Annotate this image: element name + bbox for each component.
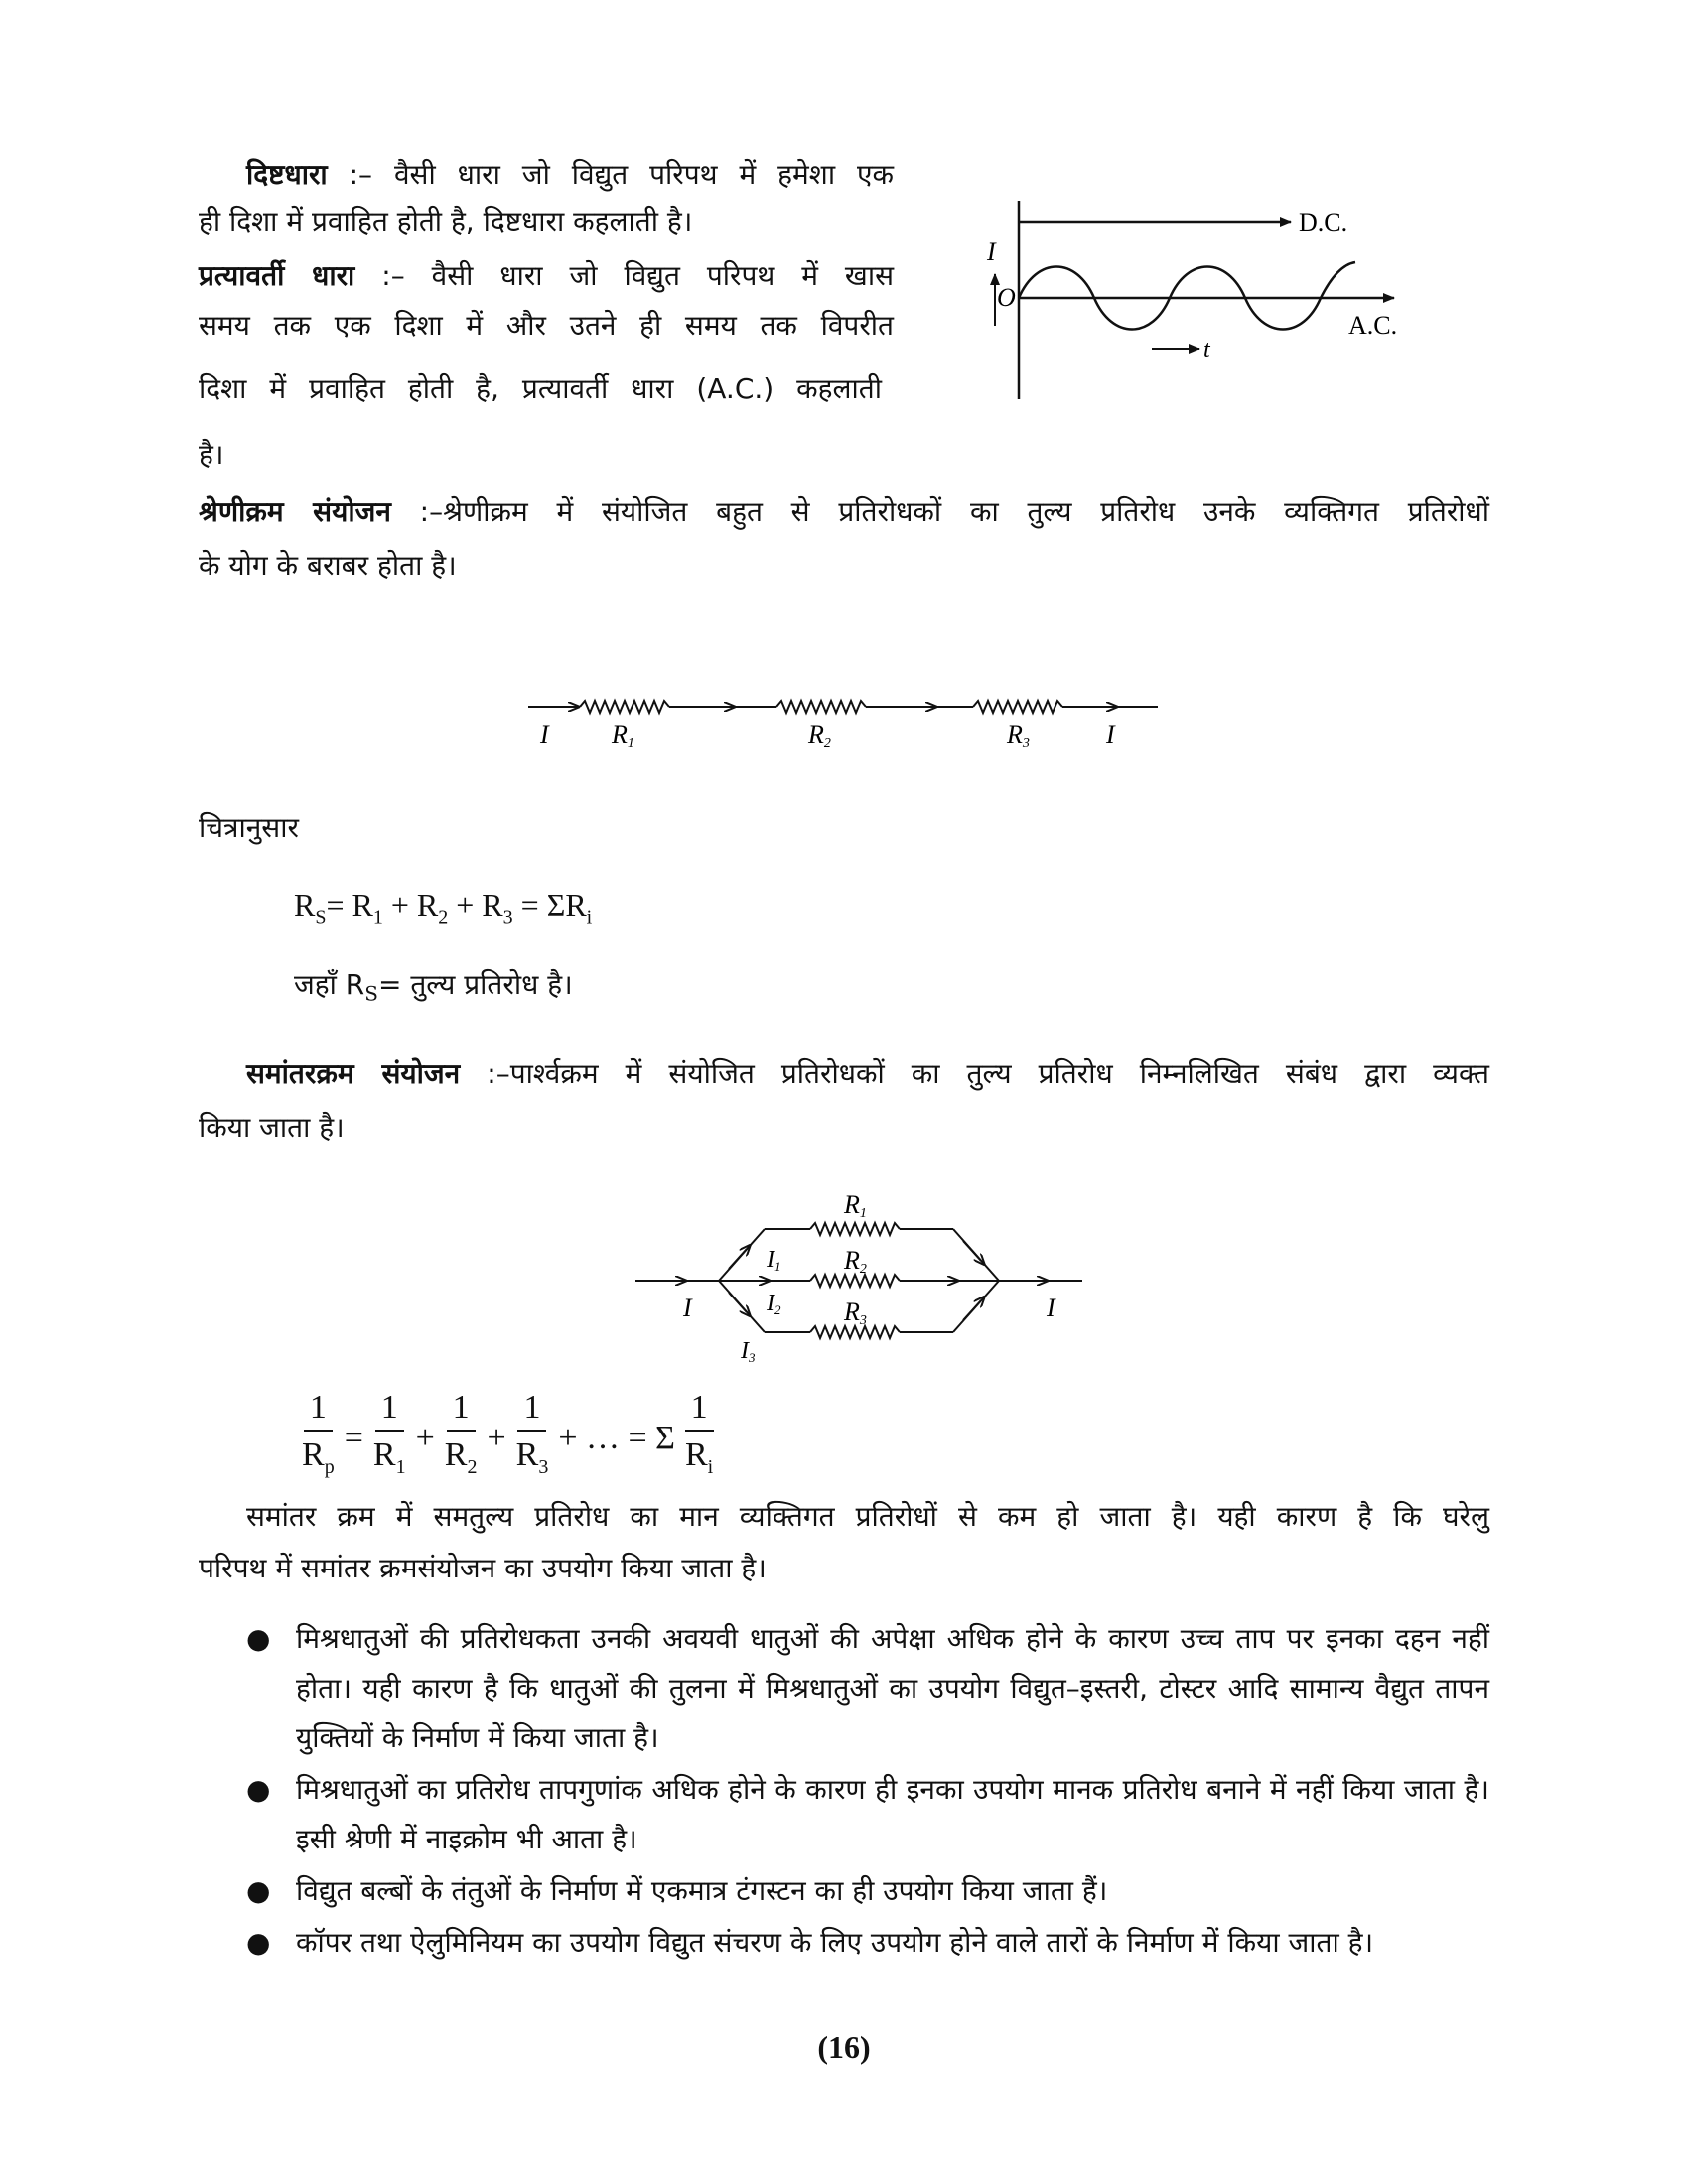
parallel-r3-label: R3 <box>844 1297 867 1328</box>
parallel-resistor-r2 <box>810 1275 900 1287</box>
ac-definition-line1: प्रत्यावर्ती धारा :– वैसी धारा जो विद्युत परिपथ में खास <box>199 259 895 292</box>
parallel-note-line2: परिपथ में समांतर क्रमसंयोजन का उपयोग किया जाता है। <box>199 1552 767 1584</box>
dc-definition-line1: दिष्टधारा :– वैसी धारा जो विद्युत परिपथ में हमेशा एक <box>246 158 895 191</box>
list-item: ● मिश्रधातुओं की प्रतिरोधकता उनकी अवयवी धातुओं की अपेक्षा अधिक होने के कारण उच्च ताप पर इनका दहन नहीं होता। यही कारण है कि धातुओं की तुलना में मिश्रधातुओं का उपयोग विद्युत–इस्तरी, टोस्टर आदि सामान्य वैद्युत तापन युक्तियों के निर्माण में किया जाता है। <box>246 1622 1489 1754</box>
series-r2-label: R2 <box>808 720 831 751</box>
parallel-resistor-r1 <box>810 1223 900 1235</box>
parallel-term: समांतरक्रम संयोजन <box>246 1057 461 1090</box>
parallel-current-out-label: I <box>1047 1294 1055 1322</box>
series-definition-line2: के योग के बराबर होता है। <box>199 549 457 582</box>
ac-definition-line3: दिशा में प्रवाहित होती है, प्रत्यावर्ती धारा (A.C.) कहलाती <box>199 372 882 405</box>
list-item: ● मिश्रधातुओं का प्रतिरोध तापगुणांक अधिक होने के कारण ही इनका उपयोग मानक प्रतिरोध बनाने में नहीं किया जाता है। इसी श्रेणी में नाइक्रोम भी आता है। <box>246 1773 1489 1855</box>
parallel-resistor-r3 <box>810 1326 900 1338</box>
series-resistor-r2 <box>776 701 866 713</box>
parallel-formula: $\frac{1}{R_p}$ = $\frac{1}{R_1}$ + $\frac{1}{R_2}$ + $\frac{1}{R_3}$ + … = Σ $\frac{1}{R_i}$ <box>294 1386 721 1491</box>
ac-definition-line2: समय तक एक दिशा में और उतने ही समय तक विपरीत <box>199 309 894 341</box>
parallel-r1-label: R1 <box>844 1190 867 1221</box>
dc-term: दिष्टधारा <box>246 158 328 191</box>
ac-sine-wave <box>1019 262 1355 330</box>
list-item: ● विद्युत बल्बों के तंतुओं के निर्माण में एकमात्र टंगस्टन का ही उपयोग किया जाता हैं। <box>246 1874 1108 1907</box>
parallel-i1-label: I1 <box>767 1247 781 1274</box>
series-r3-label: R3 <box>1007 720 1030 751</box>
series-r1-label: R1 <box>612 720 634 751</box>
dc-label: D.C. <box>1299 208 1348 237</box>
parallel-note-line1: समांतर क्रम में समतुल्य प्रतिरोध का मान व्यक्तिगत प्रतिरोधों से कम हो जाता है। यही कारण है कि घरेलु <box>246 1500 1489 1533</box>
parallel-definition-line1: समांतरक्रम संयोजन :–पार्श्वक्रम में संयोजित प्रतिरोधकों का तुल्य प्रतिरोध निम्नलिखित संबंध द्वारा व्यक्त <box>246 1057 1489 1090</box>
list-item: ● कॉपर तथा ऐलुमिनियम का उपयोग विद्युत संचरण के लिए उपयोग होने वाले तारों के निर्माण में किया जाता है। <box>246 1926 1374 1959</box>
dc-ac-waveform-diagram <box>953 189 1410 407</box>
parallel-current-in-label: I <box>683 1294 692 1322</box>
series-term: श्रेणीक्रम संयोजन <box>199 495 391 528</box>
parallel-i2-label: I2 <box>767 1291 781 1317</box>
parallel-i3-label: I3 <box>741 1338 756 1365</box>
series-formula: $R_S= R_1 + R_2 + R_3 = \Sigma R_i$ <box>294 887 593 929</box>
series-definition-line1: श्रेणीक्रम संयोजन :–श्रेणीक्रम में संयोजित बहुत से प्रतिरोधकों का तुल्य प्रतिरोध उनके व्यक्तिगत प्रतिरोधों <box>199 495 1490 528</box>
current-axis-label: I <box>987 237 996 266</box>
facts-bullet-list <box>199 1614 1489 1970</box>
series-resistor-r3 <box>973 701 1062 713</box>
origin-label: O <box>997 283 1016 312</box>
series-where-text: जहाँ $R_S=$ तुल्य प्रतिरोध है। <box>294 968 573 1006</box>
ac-term: प्रत्यावर्ती धारा <box>199 259 355 292</box>
time-label: t <box>1203 338 1210 363</box>
ac-label: A.C. <box>1348 311 1398 340</box>
parallel-definition-line2: किया जाता है। <box>199 1111 345 1144</box>
series-current-out-label: I <box>1106 720 1115 749</box>
parallel-circuit-diagram <box>626 1181 1102 1370</box>
page-number: (16) <box>817 2029 871 2065</box>
series-resistor-r1 <box>580 701 669 713</box>
dc-definition-line2: ही दिशा में प्रवाहित होती है, दिष्टधारा कहलाती है। <box>199 205 693 238</box>
series-circuit-diagram <box>516 675 1172 764</box>
series-current-in-label: I <box>540 720 549 749</box>
ac-definition-line4: है। <box>199 438 224 471</box>
according-to-figure: चित्रानुसार <box>199 811 299 844</box>
parallel-r2-label: R2 <box>844 1246 867 1277</box>
